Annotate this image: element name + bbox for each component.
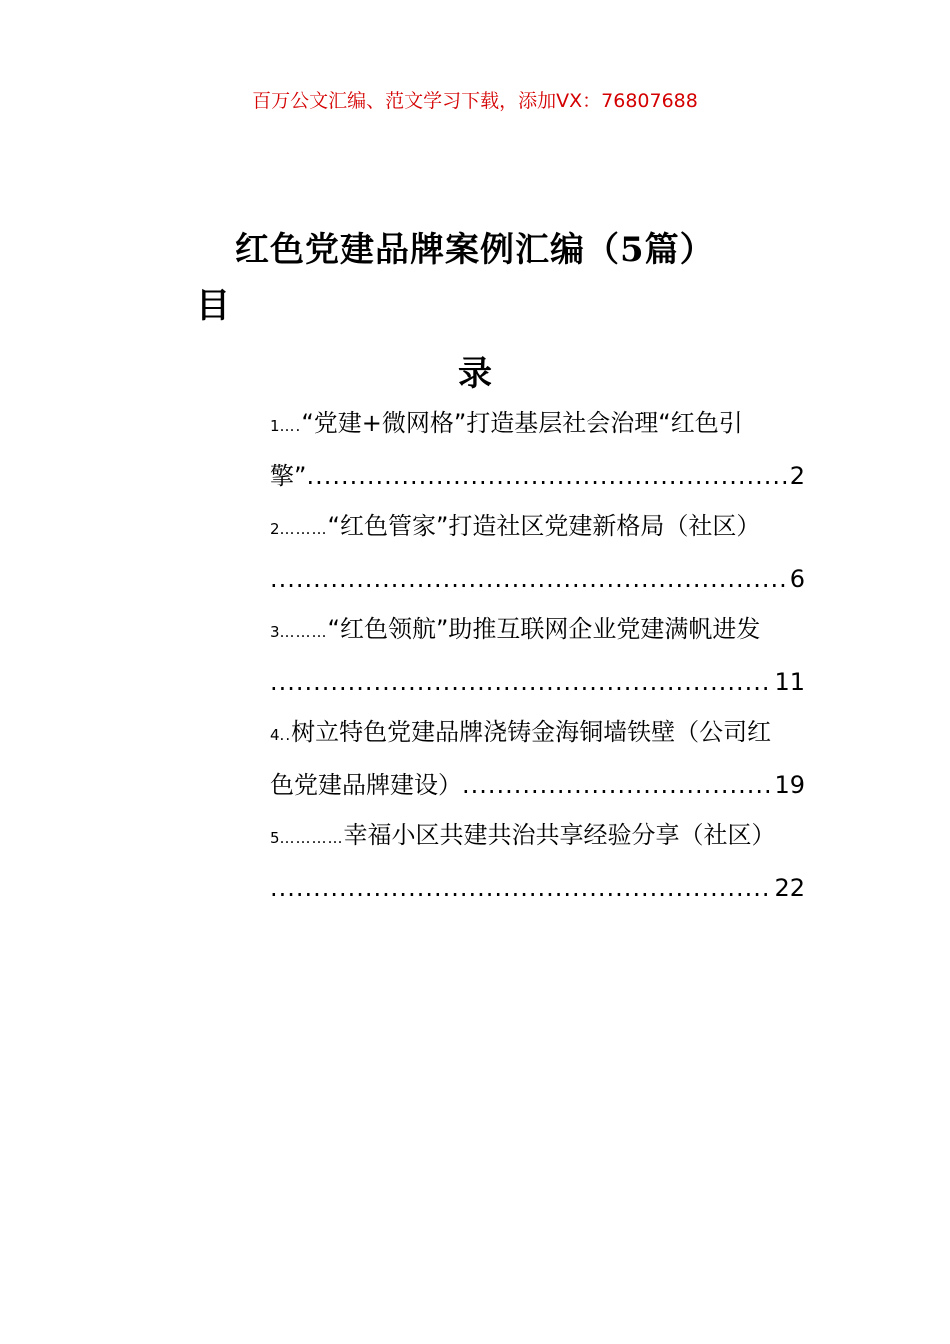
toc-entry-line1 [270, 604, 805, 657]
title-main: 红色党建品牌案例汇编（ [235, 230, 620, 270]
document-title [235, 222, 715, 271]
toc-entry-line2 [270, 554, 805, 604]
toc-page-number: 6 [789, 565, 805, 593]
toc-entry-title: “党建+微网格”打造基层社会治理“红色引 [301, 409, 743, 437]
toc-page-number: 22 [774, 874, 805, 902]
title-tail: 篇） [644, 230, 715, 270]
toc-entry-index: 5 [270, 829, 280, 847]
toc-entry-line2 [270, 657, 805, 707]
toc-page-number: 19 [774, 771, 805, 799]
toc-entry-leader: ……… [279, 623, 328, 641]
toc-entry-index: 2 [270, 520, 280, 538]
toc-dot-leader [462, 760, 772, 810]
toc-heading-part2: 录 [458, 354, 492, 394]
toc-entry-leader: …. [279, 417, 302, 435]
toc-dot-leader [270, 863, 772, 913]
toc-entry-leader: ………… [279, 829, 344, 847]
toc-entry-line1 [270, 810, 805, 863]
table-of-contents [270, 398, 805, 913]
toc-entry-line1 [270, 501, 805, 554]
toc-entry-leader: ……… [279, 520, 328, 538]
toc-entry-line1 [270, 398, 805, 451]
toc-page-number: 2 [789, 462, 805, 490]
toc-entry-line2 [270, 451, 805, 501]
toc-entry-title: “红色领航”助推互联网企业党建满帆进发 [327, 615, 761, 643]
toc-entry-title-cont: 擎” [270, 462, 307, 490]
toc-dot-leader [270, 657, 772, 707]
toc-heading-part1: 目 [196, 286, 230, 326]
toc-entry-title-cont: 色党建品牌建设） [270, 771, 462, 799]
toc-entry-title: 树立特色党建品牌浇铸金海铜墙铁壁（公司红 [291, 718, 772, 746]
toc-entry-3[interactable] [270, 604, 805, 707]
toc-page-number: 11 [774, 668, 805, 696]
toc-entry-index: 4 [270, 726, 280, 744]
toc-entry-line2 [270, 760, 805, 810]
title-number: 5 [620, 230, 645, 270]
toc-entry-title: 幸福小区共建共治共享经验分享（社区） [343, 821, 776, 849]
watermark-header: 百万公文汇编、范文学习下载，添加VX：76807688 [252, 90, 698, 112]
toc-entry-title: “红色管家”打造社区党建新格局（社区） [327, 512, 761, 540]
toc-dot-leader [306, 451, 787, 501]
toc-entry-2[interactable] [270, 501, 805, 604]
toc-entry-1[interactable] [270, 398, 805, 501]
toc-entry-leader: .. [279, 726, 292, 744]
toc-entry-index: 1 [270, 417, 280, 435]
toc-entry-4[interactable] [270, 707, 805, 810]
toc-entry-line1 [270, 707, 805, 760]
toc-entry-index: 3 [270, 623, 280, 641]
toc-entry-5[interactable] [270, 810, 805, 913]
toc-dot-leader [270, 554, 788, 604]
toc-entry-line2 [270, 863, 805, 913]
